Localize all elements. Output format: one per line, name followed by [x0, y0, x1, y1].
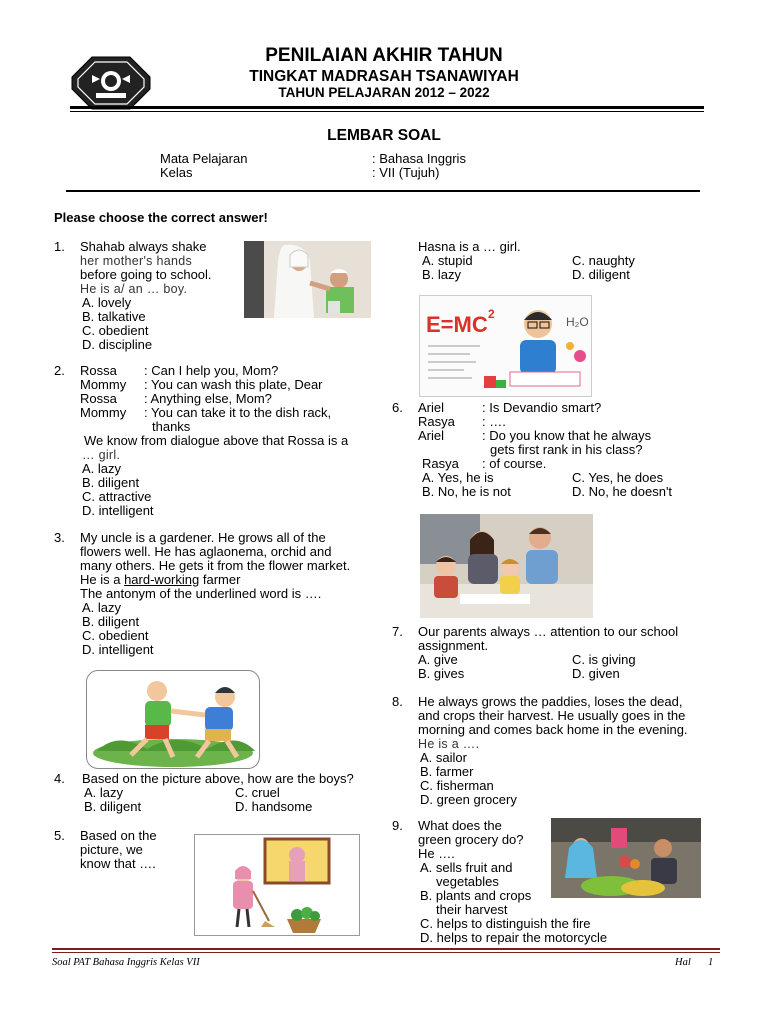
q5-stem: [418, 240, 521, 254]
q7-option[interactable]: A. give: [418, 652, 458, 667]
q9-option[interactable]: D. helps to repair the motorcycle: [420, 930, 608, 945]
q6-line: : of course.: [482, 456, 547, 471]
h2o-text: H₂O: [566, 315, 589, 329]
q6-speaker: Ariel: [418, 400, 445, 415]
q3-option[interactable]: B. diligent: [82, 614, 140, 629]
info-rule: [66, 190, 700, 192]
q4-option[interactable]: C. cruel: [235, 785, 280, 800]
subject-value: : Bahasa Inggris: [372, 151, 466, 166]
q8-option[interactable]: A. sailor: [420, 750, 467, 765]
q5-line: picture, we: [80, 842, 143, 857]
footer-page-label: Hal: [675, 957, 691, 968]
q3-number: 3.: [54, 530, 65, 545]
header-rule-thin: [70, 111, 704, 112]
q5-stem-text: Hasna is a … girl.: [418, 239, 521, 254]
q2-stem: … girl.: [82, 448, 121, 462]
q3-line: [80, 573, 240, 587]
q6-line: : Is Devandio smart?: [482, 400, 602, 415]
q1-line: her mother's hands: [80, 254, 193, 268]
q9-line: He ….: [418, 846, 455, 861]
q8-option[interactable]: C. fisherman: [420, 778, 494, 793]
q5-line: Based on the: [80, 828, 157, 843]
q9-option[interactable]: B. plants and crops: [420, 888, 532, 903]
q9-line: green grocery do?: [418, 832, 524, 847]
q4-option[interactable]: A. lazy: [84, 785, 124, 800]
q8-option[interactable]: D. green grocery: [420, 792, 517, 807]
q5-option[interactable]: C. naughty: [572, 253, 635, 268]
q7-option[interactable]: C. is giving: [572, 652, 636, 667]
class-label: Kelas: [160, 165, 193, 180]
q2-option[interactable]: D. intelligent: [82, 503, 154, 518]
q3-option[interactable]: C. obedient: [82, 628, 149, 643]
q3-line: The antonym of the underlined word is ….: [80, 586, 322, 601]
q6-option[interactable]: A. Yes, he is: [422, 470, 494, 485]
q8-line: He is a ….: [418, 737, 480, 751]
exam-subtitle: TINGKAT MADRASAH TSANAWIYAH: [249, 68, 519, 85]
q6-picture-smart-boy: [419, 295, 592, 397]
q6-option[interactable]: B. No, he is not: [422, 484, 511, 499]
q9-option[interactable]: C. helps to distinguish the fire: [420, 916, 591, 931]
q8-number: 8.: [392, 694, 403, 709]
q1-option[interactable]: B. talkative: [82, 309, 146, 324]
class-value: : VII (Tujuh): [372, 165, 440, 180]
q3-line: flowers well. He has aglaonema, orchid and: [80, 544, 332, 559]
q2-line: thanks: [152, 419, 191, 434]
q6-line: gets first rank in his class?: [490, 442, 643, 457]
q6-line: : ….: [482, 414, 506, 429]
q2-speaker: Mommy: [80, 405, 127, 420]
q6-number: 6.: [392, 400, 403, 415]
sheet-title: LEMBAR SOAL: [327, 127, 441, 144]
q8-line: morning and comes back home in the evening.: [418, 722, 688, 737]
q4-option[interactable]: D. handsome: [235, 799, 313, 814]
instruction: Please choose the correct answer!: [54, 210, 268, 225]
q6-line: : Do you know that he always: [482, 428, 652, 443]
q3-option[interactable]: D. intelligent: [82, 642, 154, 657]
exam-title: PENILAIAN AKHIR TAHUN: [265, 45, 503, 66]
q7-option[interactable]: B. gives: [418, 666, 465, 681]
q3-line-pre: He is a: [80, 572, 125, 587]
q2-line: : Anything else, Mom?: [144, 391, 272, 406]
q6-option[interactable]: D. No, he doesn't: [572, 484, 673, 499]
emc-exponent-text: 2: [488, 307, 495, 321]
q2-line: : You can wash this plate, Dear: [144, 377, 323, 392]
q9-picture-market: [551, 818, 701, 898]
q8-option[interactable]: B. farmer: [420, 764, 474, 779]
q1-option[interactable]: D. discipline: [82, 337, 153, 352]
q5-picture-girl-sweeping: [194, 834, 360, 936]
q1-option[interactable]: C. obedient: [82, 323, 149, 338]
q9-option[interactable]: A. sells fruit and: [420, 860, 513, 875]
q9-number: 9.: [392, 818, 403, 833]
q2-option[interactable]: B. diligent: [82, 475, 140, 490]
footer-title: Soal PAT Bahasa Inggris Kelas VII: [52, 957, 200, 968]
q1-line: Shahab always shake: [80, 239, 207, 254]
q3-line: many others. He gets it from the flower market.: [80, 558, 351, 573]
subject-label: Mata Pelajaran: [160, 151, 248, 166]
q2-speaker: Mommy: [80, 377, 127, 392]
q8-line: He always grows the paddies, loses the dead,: [418, 694, 683, 709]
q1-picture-handshake: [244, 241, 371, 318]
q5-option[interactable]: D. diligent: [572, 267, 630, 282]
q7-line: assignment.: [418, 638, 489, 653]
q2-line: : Can I help you, Mom?: [144, 363, 279, 378]
q3-line-post: farmer: [199, 572, 241, 587]
q7-number: 7.: [392, 624, 403, 639]
q9-option-cont: vegetables: [436, 874, 499, 889]
footer-rule: [52, 948, 720, 950]
q6-speaker: Rasya: [418, 414, 455, 429]
q9-line: What does the: [418, 818, 502, 833]
q3-option[interactable]: A. lazy: [82, 600, 122, 615]
q5-line: know that ….: [80, 856, 156, 871]
q1-option[interactable]: A. lovely: [82, 295, 132, 310]
q7-picture-family-study: [420, 514, 593, 618]
q4-number: 4.: [54, 771, 65, 786]
q4-stem: Based on the picture above, how are the boys?: [82, 771, 354, 786]
q9-option-cont: their harvest: [436, 902, 508, 917]
q2-option[interactable]: C. attractive: [82, 489, 152, 504]
q1-line: before going to school.: [80, 267, 212, 282]
footer-rule-thin: [52, 952, 720, 953]
emc-formula-text: E=MC: [426, 312, 488, 337]
q3-underlined-word: hard-working: [124, 572, 200, 587]
q6-option[interactable]: C. Yes, he does: [572, 470, 664, 485]
q2-option[interactable]: A. lazy: [82, 461, 122, 476]
q6-speaker: Rasya: [422, 456, 459, 471]
q6-speaker: Ariel: [418, 428, 445, 443]
q2-line: : You can take it to the dish rack,: [144, 405, 332, 420]
q8-line: and crops their harvest. He usually goes in the: [418, 708, 686, 723]
q3-line: My uncle is a gardener. He grows all of the: [80, 530, 326, 545]
q2-speaker: Rossa: [80, 363, 117, 378]
q7-line: Our parents always … attention to our school: [418, 624, 679, 639]
q4-option[interactable]: B. diligent: [84, 799, 142, 814]
q1-line: He is a/ an … boy.: [80, 282, 188, 296]
q1-number: 1.: [54, 239, 65, 254]
q4-picture-boys-fighting: [86, 670, 260, 769]
q5-option[interactable]: A. stupid: [422, 253, 473, 268]
header-rule: [70, 106, 704, 109]
q5-option[interactable]: B. lazy: [422, 267, 462, 282]
q7-option[interactable]: D. given: [572, 666, 620, 681]
q5-number: 5.: [54, 828, 65, 843]
exam-year: TAHUN PELAJARAN 2012 – 2022: [278, 85, 490, 100]
page-number: 1: [708, 957, 714, 968]
q2-number: 2.: [54, 363, 65, 378]
q2-speaker: Rossa: [80, 391, 117, 406]
q2-stem: We know from dialogue above that Rossa is a: [84, 433, 349, 448]
